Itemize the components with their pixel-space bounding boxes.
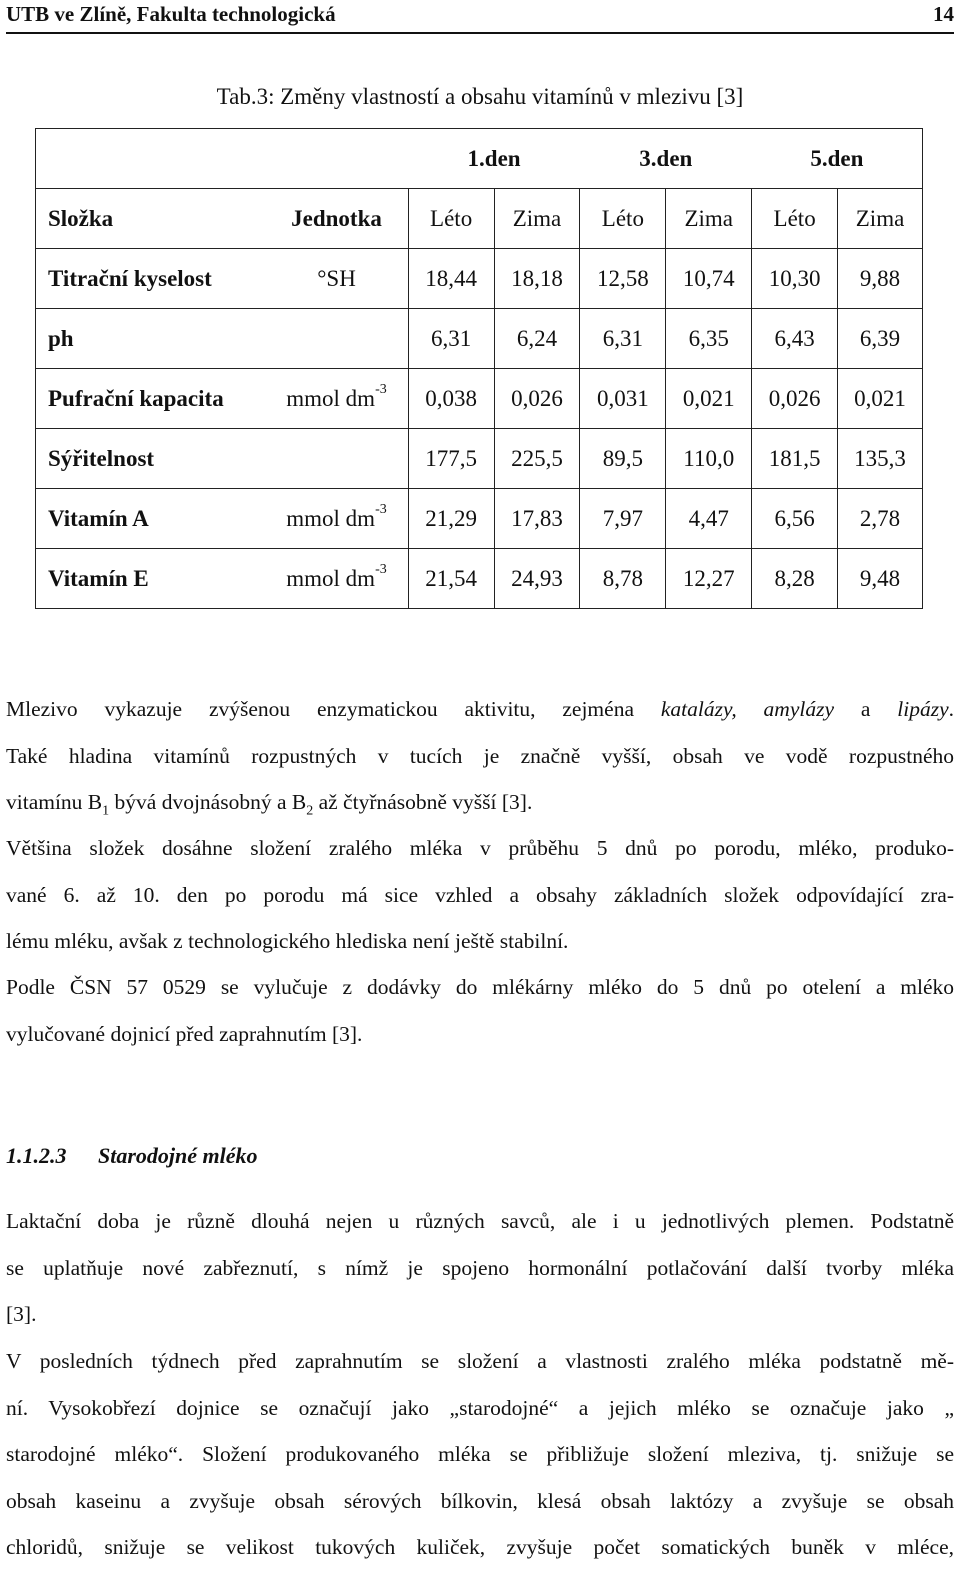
table-cell: 89,5	[580, 429, 666, 489]
table-cell: 21,54	[408, 549, 494, 609]
table-cell: 18,44	[408, 249, 494, 309]
paragraph: Podle ČSN 57 0529 se vylučuje z dodávky do mlékárny mléko do 5 dnů po otelení a mléko vylučované dojnicí před zaprahnutím [3].	[6, 975, 954, 1046]
table-cell: 0,021	[838, 369, 923, 429]
table-cell: 225,5	[494, 429, 580, 489]
table-cell: 9,48	[838, 549, 923, 609]
table-cell: 17,83	[494, 489, 580, 549]
table-cell: 0,026	[494, 369, 580, 429]
season-header: Léto	[752, 189, 838, 249]
table-cell: 6,31	[580, 309, 666, 369]
section-number: 1.1.2.3	[6, 1143, 67, 1168]
table-cell: 181,5	[752, 429, 838, 489]
paragraph: Většina složek dosáhne složení zralého mléka v průběhu 5 dnů po porodu, mléko, produko- vané 6. až 10. den po porodu má sice vzhled a obsahy základních složek odpovídající zra- lému mléku, avšak z technologického hlediska není ještě stabilní.	[6, 836, 954, 953]
table-cell: 7,97	[580, 489, 666, 549]
table-row	[36, 489, 923, 549]
table-caption: Tab.3: Změny vlastností a obsahu vitamínů v mlezivu [3]	[216, 84, 744, 109]
table-cell: 6,56	[752, 489, 838, 549]
row-unit: mmol $dm^{-3}$	[265, 369, 408, 429]
table-cell: 6,31	[408, 309, 494, 369]
row-label: Pufrační kapacita	[36, 369, 266, 429]
row-label: Sýřitelnost	[36, 429, 266, 489]
row-label: ph	[36, 309, 266, 369]
table-day-row	[36, 129, 923, 189]
table-row	[36, 549, 923, 609]
table-cell: 8,78	[580, 549, 666, 609]
table-cell: 2,78	[838, 489, 923, 549]
table-row	[36, 309, 923, 369]
section-heading	[6, 1143, 258, 1169]
table-cell: 135,3	[838, 429, 923, 489]
table-row	[36, 369, 923, 429]
table-cell: 18,18	[494, 249, 580, 309]
table-cell: 6,39	[838, 309, 923, 369]
colostrum-table	[35, 128, 923, 609]
page-header	[6, 0, 954, 34]
season-header: Zima	[838, 189, 923, 249]
row-label: Titrační kyselost	[36, 249, 266, 309]
season-header: Léto	[580, 189, 666, 249]
table-cell: 8,28	[752, 549, 838, 609]
table-cell: 24,93	[494, 549, 580, 609]
column-header: Složka	[36, 189, 266, 249]
table-cell: 21,29	[408, 489, 494, 549]
table-row	[36, 429, 923, 489]
season-header: Zima	[666, 189, 752, 249]
row-unit: mmol $dm^{-3}$	[265, 489, 408, 549]
paragraph: V posledních týdnech před zaprahnutím se složení a vlastnosti zralého mléka podstatně mě- ní. Vysokobřezí dojnice se označují jako „starodojné“ a jejich mléko se označuje jako „ starodojné mléko“. Složení produkovaného mléka se přibližuje složení mleziva, tj. snižuje se obsah kaseinu a zvyšuje obsah sérových bílkovin, klesá obsah laktózy a zvyšuje se obsah chloridů, snižuje se velikost tukových kuliček, zvyšuje počet somatických buněk v mléce,	[6, 1349, 954, 1559]
row-label: Vitamín A	[36, 489, 266, 549]
row-unit: °SH	[265, 249, 408, 309]
section-title: Starodojné mléko	[98, 1143, 258, 1168]
row-label: Vitamín E	[36, 549, 266, 609]
row-unit: mmol $dm^{-3}$	[265, 549, 408, 609]
table-cell: 0,021	[666, 369, 752, 429]
table-cell: 0,031	[580, 369, 666, 429]
table-row	[36, 249, 923, 309]
table-cell: 12,27	[666, 549, 752, 609]
table-header-row	[36, 189, 923, 249]
page-number: 14	[933, 2, 954, 26]
table-cell: 110,0	[666, 429, 752, 489]
season-header: Zima	[494, 189, 580, 249]
paragraph: Mlezivo vykazuje zvýšenou enzymatickou aktivitu, zejména katalázy, amylázy a lipázy. Také hladina vitamínů rozpustných v tucích je značně vyšší, obsah ve vodě rozpustného vitamínu $B_1$ bývá dvojnásobný a $B_2$ až čtyřnásobně vyšší [3].	[6, 697, 955, 819]
table-cell: 9,88	[838, 249, 923, 309]
day-header: 1.den	[408, 129, 580, 189]
row-unit	[265, 309, 408, 369]
column-header: Jednotka	[265, 189, 408, 249]
season-header: Léto	[408, 189, 494, 249]
table-cell: 177,5	[408, 429, 494, 489]
table-cell: 10,30	[752, 249, 838, 309]
header-title: UTB ve Zlíně, Fakulta technologická	[6, 2, 336, 26]
table-cell: 4,47	[666, 489, 752, 549]
table-cell: 6,24	[494, 309, 580, 369]
table-cell: 6,43	[752, 309, 838, 369]
paragraph: Laktační doba je různě dlouhá nejen u různých savců, ale i u jednotlivých plemen. Podstatně se uplatňuje nové zabřeznutí, s nímž je spojeno hormonální potlačování další tvorby mléka [3].	[6, 1209, 954, 1326]
table-cell: 10,74	[666, 249, 752, 309]
table-cell: 0,026	[752, 369, 838, 429]
table-cell: 0,038	[408, 369, 494, 429]
row-unit	[265, 429, 408, 489]
table-cell: 6,35	[666, 309, 752, 369]
table-cell: 12,58	[580, 249, 666, 309]
day-header: 5.den	[752, 129, 923, 189]
day-header: 3.den	[580, 129, 752, 189]
